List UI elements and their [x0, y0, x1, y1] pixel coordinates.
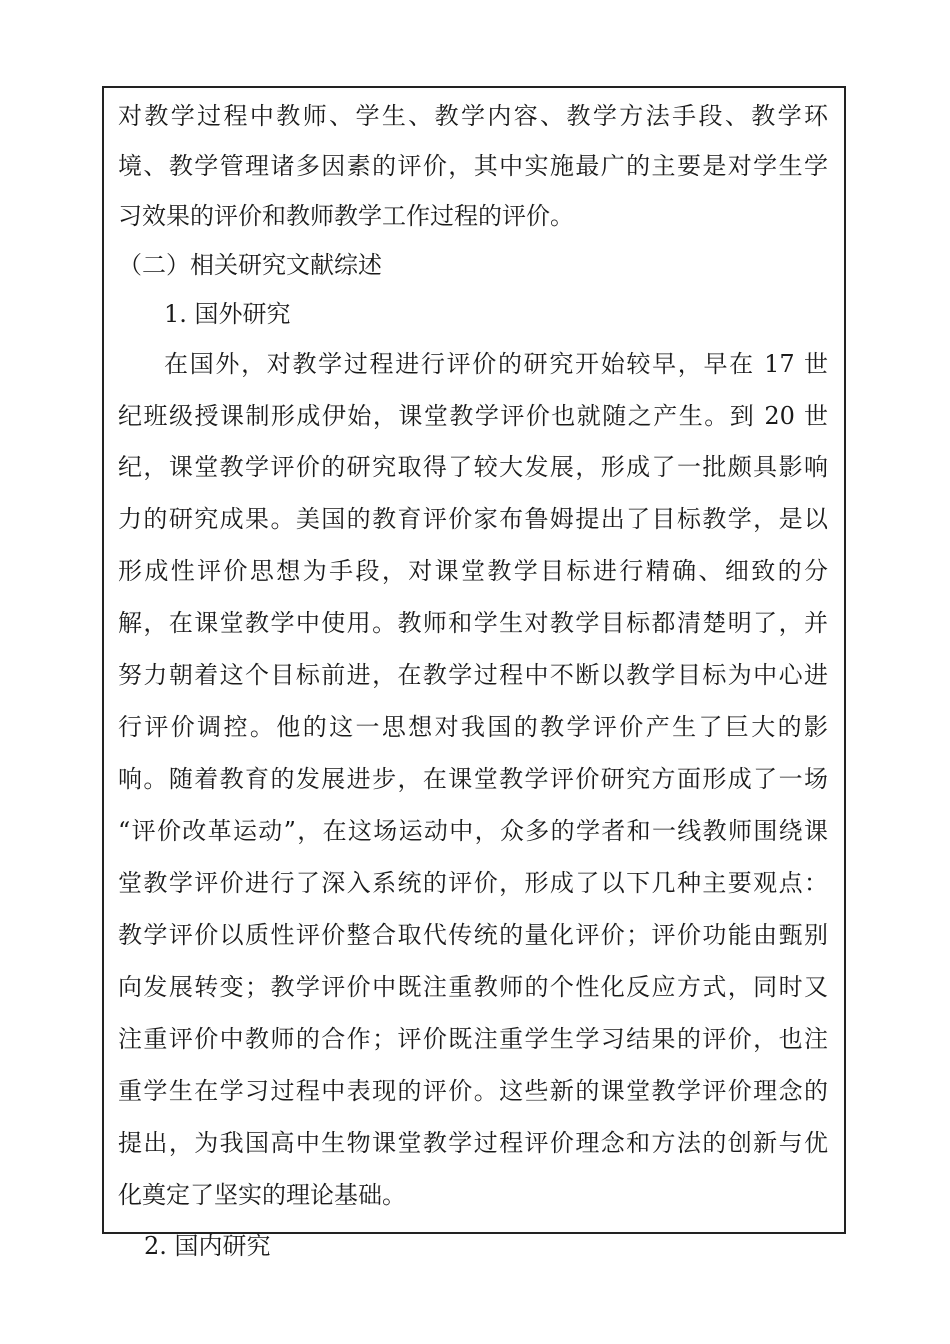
text-line: 纪班级授课制形成伊始，课堂教学评价也就随之产生。到 20 世	[118, 402, 828, 430]
text-line: 纪，课堂教学评价的研究取得了较大发展，形成了一批颇具影响	[118, 453, 828, 481]
text-line: 努力朝着这个目标前进，在教学过程中不断以教学目标为中心进	[118, 661, 828, 689]
text-line: “评价改革运动”，在这场运动中，众多的学者和一线教师围绕课	[118, 817, 828, 845]
text-line: 堂教学评价进行了深入系统的评价，形成了以下几种主要观点：	[118, 869, 828, 897]
text-line: 注重评价中教师的合作；评价既注重学生学习结果的评价，也注	[118, 1025, 828, 1053]
text-line: 提出，为我国高中生物课堂教学过程评价理念和方法的创新与优	[118, 1129, 828, 1157]
text-line: 境、教学管理诸多因素的评价，其中实施最广的主要是对学生学	[118, 152, 828, 180]
text-line: 行评价调控。他的这一思想对我国的教学评价产生了巨大的影	[118, 713, 828, 741]
subsection-heading: 2. 国内研究	[144, 1232, 271, 1260]
text-line: 化奠定了坚实的理论基础。	[118, 1181, 406, 1209]
section-heading: （二）相关研究文献综述	[118, 251, 382, 279]
text-line: 向发展转变；教学评价中既注重教师的个性化反应方式，同时又	[118, 973, 828, 1001]
text-line: 重学生在学习过程中表现的评价。这些新的课堂教学评价理念的	[118, 1077, 828, 1105]
text-line: 教学评价以质性评价整合取代传统的量化评价；评价功能由甄别	[118, 921, 828, 949]
text-line: 响。随着教育的发展进步，在课堂教学评价研究方面形成了一场	[118, 765, 828, 793]
text-line: 解，在课堂教学中使用。教师和学生对教学目标都清楚明了，并	[118, 609, 828, 637]
subsection-heading: 1. 国外研究	[164, 300, 291, 328]
text-line: 对教学过程中教师、学生、教学内容、教学方法手段、教学环	[118, 102, 828, 130]
text-line: 在国外，对教学过程进行评价的研究开始较早，早在 17 世	[164, 350, 828, 378]
document-frame	[102, 86, 846, 1260]
text-line: 力的研究成果。美国的教育评价家布鲁姆提出了目标教学，是以	[118, 505, 828, 533]
text-line: 习效果的评价和教师教学工作过程的评价。	[118, 202, 574, 230]
text-line: 形成性评价思想为手段，对课堂教学目标进行精确、细致的分	[118, 557, 828, 585]
